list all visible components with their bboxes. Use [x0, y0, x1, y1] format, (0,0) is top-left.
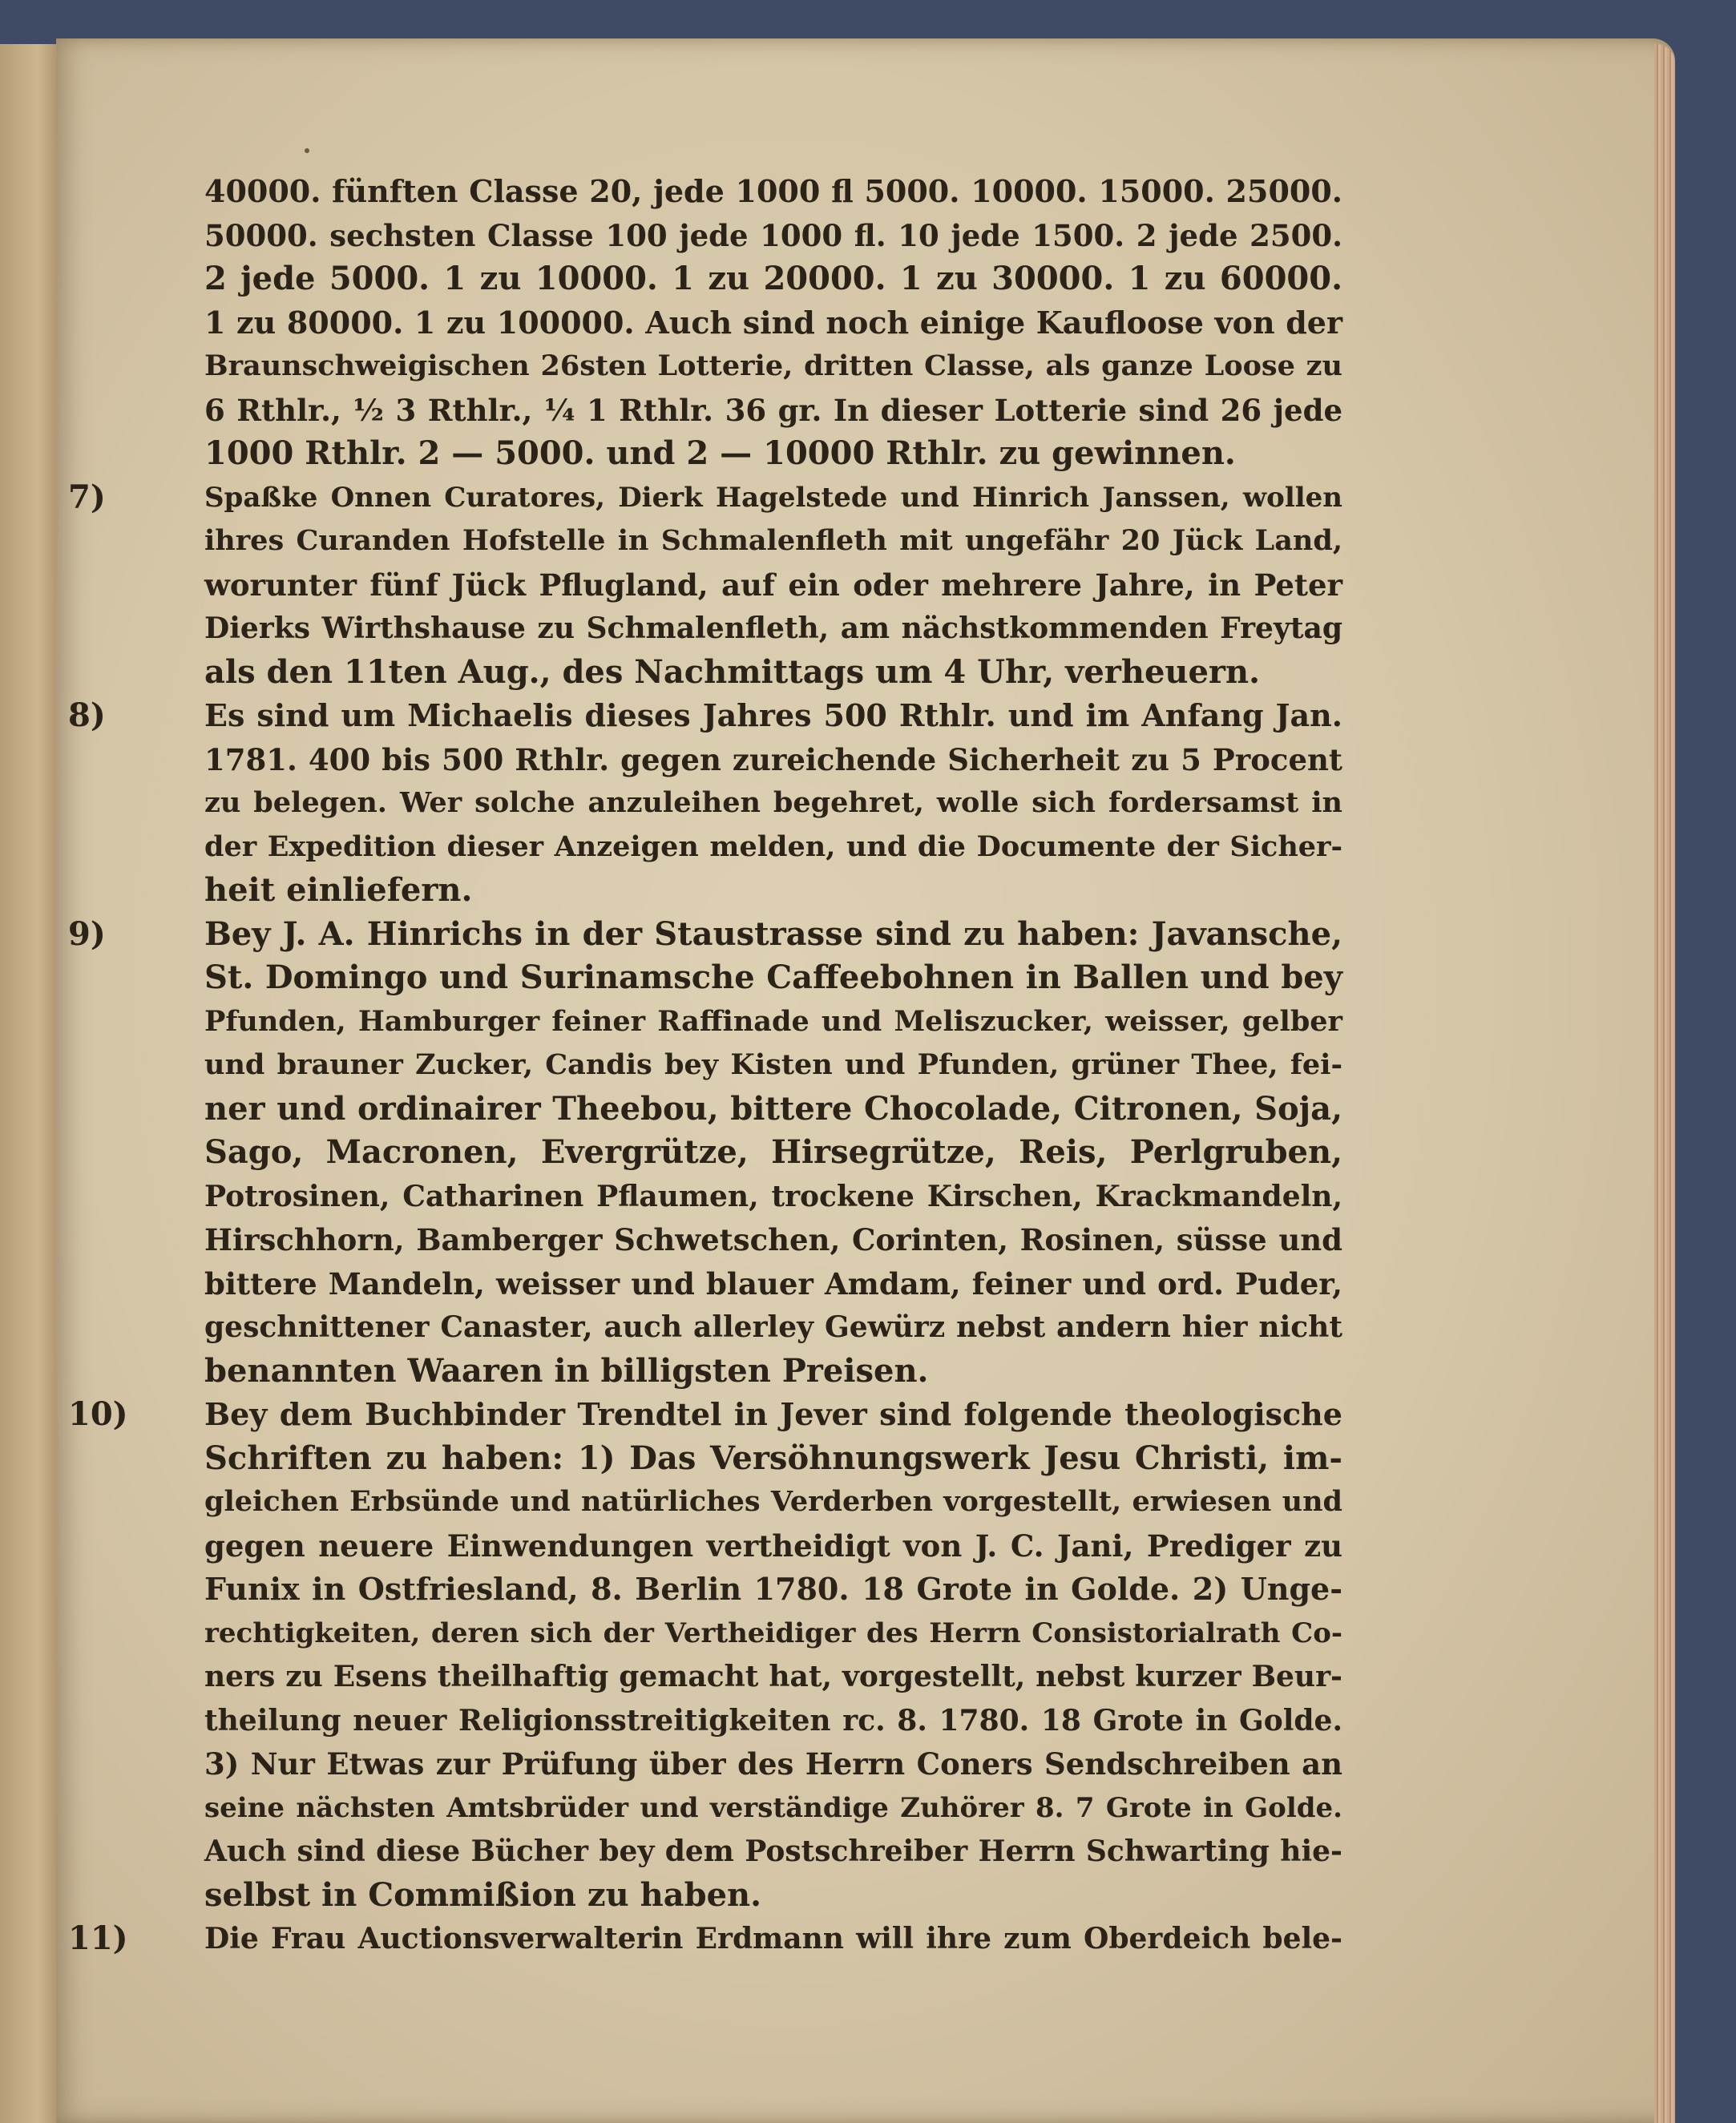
text-line: Bey dem Buchbinder Trendtel in Jever sind folgende theologische: [204, 1396, 1342, 1432]
text-line: Auch sind diese Bücher bey dem Postschreiber Herrn Schwarting hie-: [204, 1834, 1342, 1868]
item-number: 7): [68, 478, 106, 516]
text-line: und brauner Zucker, Candis bey Kisten und Pfunden, grüner Thee, fei-: [204, 1048, 1342, 1081]
notice-item-10: [68, 1393, 1342, 1917]
notice-item-7: [68, 476, 1342, 695]
text-line: heit einliefern.: [204, 871, 473, 909]
text-line: 40000. fünften Classe 20, jede 1000 fl 5000. 10000. 15000. 25000.: [204, 173, 1342, 209]
text-line: Sago, Macronen, Evergrütze, Hirsegrütze, Reis, Perlgruben,: [204, 1133, 1342, 1171]
text-line: worunter fünf Jück Pflugland, auf ein oder mehrere Jahre, in Peter: [204, 567, 1342, 603]
text-line: rechtigkeiten, deren sich der Vertheidiger des Herrn Consistorialrath Co-: [204, 1616, 1342, 1649]
text-line: Hirschhorn, Bamberger Schwetschen, Corinten, Rosinen, süsse und: [204, 1222, 1342, 1257]
text-line: 6 Rthlr., ½ 3 Rthlr., ¼ 1 Rthlr. 36 gr. In dieser Lotterie sind 26 jede: [204, 392, 1342, 428]
notice-item-8: [68, 694, 1342, 913]
text-line: ner und ordinairer Theebou, bittere Chocolade, Citronen, Soja,: [204, 1089, 1342, 1128]
text-line: Braunschweigischen 26sten Lotterie, dritten Classe, als ganze Loose zu: [204, 349, 1342, 382]
ink-speck: [305, 148, 309, 153]
text-line: Bey J. A. Hinrichs in der Staustrasse sind zu haben: Javansche,: [204, 914, 1342, 953]
text-line: 1000 Rthlr. 2 — 5000. und 2 — 10000 Rthlr. zu gewinnen.: [204, 434, 1236, 472]
item-number: 9): [68, 914, 106, 953]
item-number: 11): [68, 1919, 128, 1957]
item-number: 10): [68, 1395, 128, 1433]
text-line: benannten Waaren in billigsten Preisen.: [204, 1351, 929, 1390]
text-line: 50000. sechsten Classe 100 jede 1000 fl. 10 jede 1500. 2 jede 2500.: [204, 217, 1342, 253]
facing-page-edge: [0, 44, 63, 2123]
intro-paragraph: [204, 170, 1342, 476]
text-line: gegen neuere Einwendungen vertheidigt von J. C. Jani, Prediger zu: [204, 1528, 1342, 1564]
text-line: der Expedition dieser Anzeigen melden, und die Documente der Sicher-: [204, 829, 1342, 863]
page-text: [68, 170, 1342, 1961]
text-line: geschnittener Canaster, auch allerley Gewürz nebst andern hier nicht: [204, 1310, 1342, 1344]
item-number: 8): [68, 696, 106, 734]
page-stack-edge: [1654, 44, 1675, 2123]
text-line: theilung neuer Religionsstreitigkeiten rc. 8. 1780. 18 Grote in Golde.: [204, 1703, 1342, 1738]
text-line: ners zu Esens theilhaftig gemacht hat, vorgestellt, nebst kurzer Beur-: [204, 1660, 1342, 1693]
text-line: bittere Mandeln, weisser und blauer Amdam, feiner und ord. Puder,: [204, 1265, 1342, 1302]
text-line: Funix in Ostfriesland, 8. Berlin 1780. 18 Grote in Golde. 2) Unge-: [204, 1571, 1342, 1607]
text-line: selbst in Commißion zu haben.: [204, 1875, 762, 1914]
text-line: St. Domingo und Surinamsche Caffeebohnen in Ballen und bey: [204, 959, 1342, 996]
text-line: Pfunden, Hamburger feiner Raffinade und Meliszucker, weisser, gelber: [204, 1004, 1342, 1038]
text-line: 2 jede 5000. 1 zu 10000. 1 zu 20000. 1 zu 30000. 1 zu 60000.: [204, 260, 1342, 297]
text-line: Schriften zu haben: 1) Das Versöhnungswerk Jesu Christi, im-: [204, 1439, 1342, 1477]
text-line: Es sind um Michaelis dieses Jahres 500 Rthlr. und im Anfang Jan.: [204, 697, 1342, 733]
text-line: ihres Curanden Hofstelle in Schmalenfleth mit ungefähr 20 Jück Land,: [204, 524, 1342, 557]
text-line: Dierks Wirthshause zu Schmalenfleth, am nächstkommenden Freytag: [204, 611, 1342, 645]
text-line: Die Frau Auctionsverwalterin Erdmann will ihre zum Oberdeich bele-: [204, 1922, 1342, 1956]
text-line: Potrosinen, Catharinen Pflaumen, trockene Kirschen, Krackmandeln,: [204, 1179, 1342, 1213]
notice-item-9: [68, 913, 1342, 1394]
text-line: zu belegen. Wer solche anzuleihen begehret, wolle sich fordersamst in: [204, 786, 1342, 819]
text-line: als den 11ten Aug., des Nachmittags um 4 Uhr, verheuern.: [204, 652, 1261, 691]
text-line: 1 zu 80000. 1 zu 100000. Auch sind noch einige Kaufloose von der: [204, 304, 1342, 341]
text-line: 3) Nur Etwas zur Prüfung über des Herrn Coners Sendschreiben an: [204, 1746, 1342, 1782]
text-line: seine nächsten Amtsbrüder und verständige Zuhörer 8. 7 Grote in Golde.: [204, 1791, 1342, 1824]
notice-item-11: [68, 1917, 1342, 1961]
text-line: Spaßke Onnen Curatores, Dierk Hagelstede und Hinrich Janssen, wollen: [204, 481, 1342, 514]
text-line: gleichen Erbsünde und natürliches Verderben vorgestellt, erwiesen und: [204, 1485, 1342, 1518]
text-line: 1781. 400 bis 500 Rthlr. gegen zureichende Sicherheit zu 5 Procent: [204, 741, 1342, 777]
